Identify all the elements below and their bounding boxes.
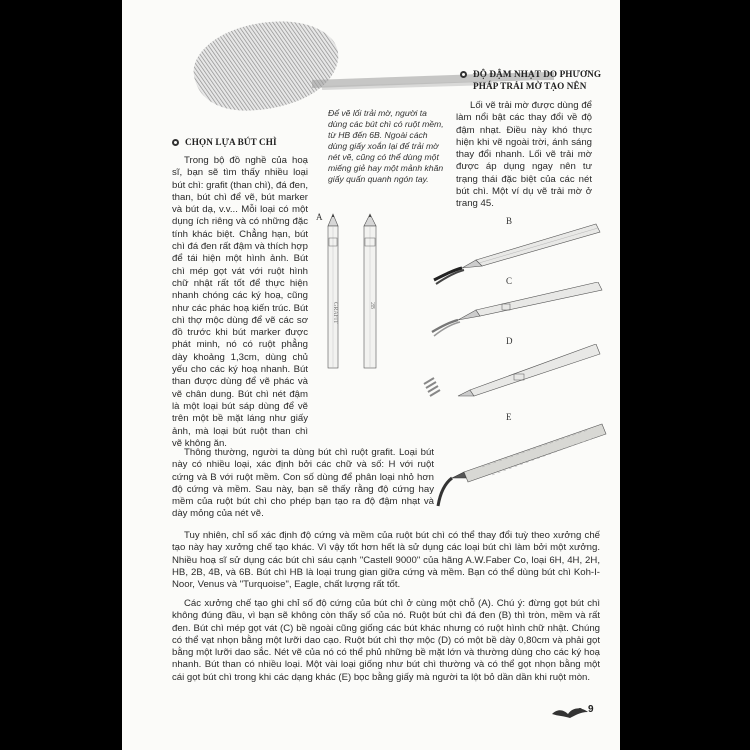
pencil-imprint-right: 2B bbox=[369, 302, 375, 310]
left-paragraph-1: Trong bộ đồ nghề của hoạ sĩ, bạn sẽ tìm thấy nhiều loại bút chì: grafit (than chì), đá đen, than, bút chì để vẽ, bút marker và bút dạ, v.v... Mỗi loại có một dụng ích riêng và có những đặc tính khác biệt. Chẳng hạn, bút chì đá đen rất đậm và thích hợp để tái hiện một hình ảnh. Bút chì mép gọt vát với ruột hình chữ nhật rất tốt để thực hiện nhanh chóng các ký hoạ, cũng như các phác hoạ kiến trúc. Bút chì thợ mộc dùng để vẽ các sơ đồ trước khi bút marker được phát minh, nó có ruột phẳng dày khoảng 1,3cm, dùng chủ yếu cho các ký hoạ nhanh. Bút than được dùng để vẽ phác và vẽ chân dung. Bút chì nét đậm là một loại bút sáp dùng để vẽ trên một bề mặt láng như giấy ảnh, mà loại bút ruột than chì vẽ không ăn. bbox=[172, 155, 308, 449]
flower-bullet-icon bbox=[460, 71, 467, 78]
figure-label-b: B bbox=[506, 216, 513, 226]
pencil-d-carpenter bbox=[418, 344, 608, 410]
pencil-c-chisel bbox=[428, 282, 608, 342]
figure-label-e: E bbox=[506, 412, 512, 422]
pencil-imprint-left: GRAFIT bbox=[332, 302, 338, 324]
page-ornament-icon bbox=[550, 702, 590, 720]
figure-label-c: C bbox=[506, 276, 513, 286]
book-page bbox=[122, 0, 620, 750]
figure-label-a: A bbox=[316, 212, 323, 222]
bottom-paragraph-2: Các xưởng chế tạo ghi chỉ số độ cứng của bút chì ở cùng một chỗ (A). Chú ý: đừng gọt bút chì không đúng đầu, vì bạn sẽ không còn thấy số của nó. Ruột bút chì đá đen (B) thì tròn, mềm và rất đen. Bút chì mép gọt vát (C) bề ngoài cũng giống các bút khác nhưng có ruột hình chữ nhật. Chúng có thể vạt nhọn bằng một lưỡi dao cạo. Ruột bút chì thợ mộc (D) có một bề dày 0,80cm và phải gọt bằng một lưỡi dao sắc. Nét vẽ của nó có thể phủ những bề mặt lớn và thường dùng cho các ký hoạ nhanh. Bút than có nhiều loại. Một vài loại giống như bút chì thường và có thể gọt nhọn bằng một cái gọt bút chì trong khi các dạng khác (E) bọc bằng giấy mà người ta lột bỏ dần dần khi ruột mòn. bbox=[172, 598, 600, 683]
pencil-e-charcoal-paper bbox=[422, 420, 612, 510]
pencils-figure-a bbox=[322, 212, 388, 372]
figure-label-d: D bbox=[506, 336, 513, 346]
shading-caption: Để vẽ lối trải mờ, người ta dùng các bút chì có ruột mềm, từ HB đến 6B. Ngoài cách dùng giấy xoắn lại để trải mờ nét vẽ, cũng có thể dùng một miếng giẻ hay một mảnh khăn giấy quấn quanh ngón tay. bbox=[328, 108, 444, 184]
right-section-heading: ĐỘ ĐẬM NHẠT DO PHƯƠNG PHÁP TRẢI MỜ TẠO NÊN bbox=[460, 68, 610, 92]
flower-bullet-icon bbox=[172, 139, 179, 146]
bottom-paragraph-1: Tuy nhiên, chỉ số xác định độ cứng và mềm của ruột bút chì có thể thay đổi tuỳ theo xưởng chế tạo này hay xưởng chế tạo khác. Vì vậy tốt hơn hết là sử dụng các loại bút chì làm bởi một xưởng. Nhiều hoạ sĩ sử dụng các bút chì sáu cạnh "Castell 9000" của hãng A.W.Faber Co, loại 6H, 4H, 2H, HB, 2B, 4B, và 6B. Bút chì HB là loại trung gian giữa cứng và mềm. Bạn có thể dùng bút chì Koh-I-Noor, Venus và "Turquoise", Eagle, chất lượng rất tốt. bbox=[172, 530, 600, 591]
right-section-paragraph: Lối vẽ trải mờ được dùng để làm nổi bật các thay đổi về độ đậm nhạt. Điều này khó thực hiện khi vẽ ngoài trời, ánh sáng thay đổi nhanh. Lối vẽ trải mờ được áp dụng ngay nên tư trạng thái đặc biệt của các nét bút chì. Một ví dụ vẽ trải mờ ở trang 45. bbox=[456, 100, 592, 210]
page-number: 9 bbox=[588, 704, 594, 715]
left-section-heading: CHỌN LỰA BÚT CHÌ bbox=[172, 137, 322, 147]
left-paragraph-2: Thông thường, người ta dùng bút chì ruột grafit. Loại bút này có nhiều loại, xác định bởi các chữ và số: H với ruột cứng và B với ruột mềm. Con số dùng để phân loại nhỏ hơn độ cứng và mềm. Sau này, bạn sẽ thấy rằng độ cứng hay mềm của ruột bút chì cho phép bạn tạo ra độ đậm nhạt và dày mỏng của nét vẽ. bbox=[172, 447, 434, 520]
